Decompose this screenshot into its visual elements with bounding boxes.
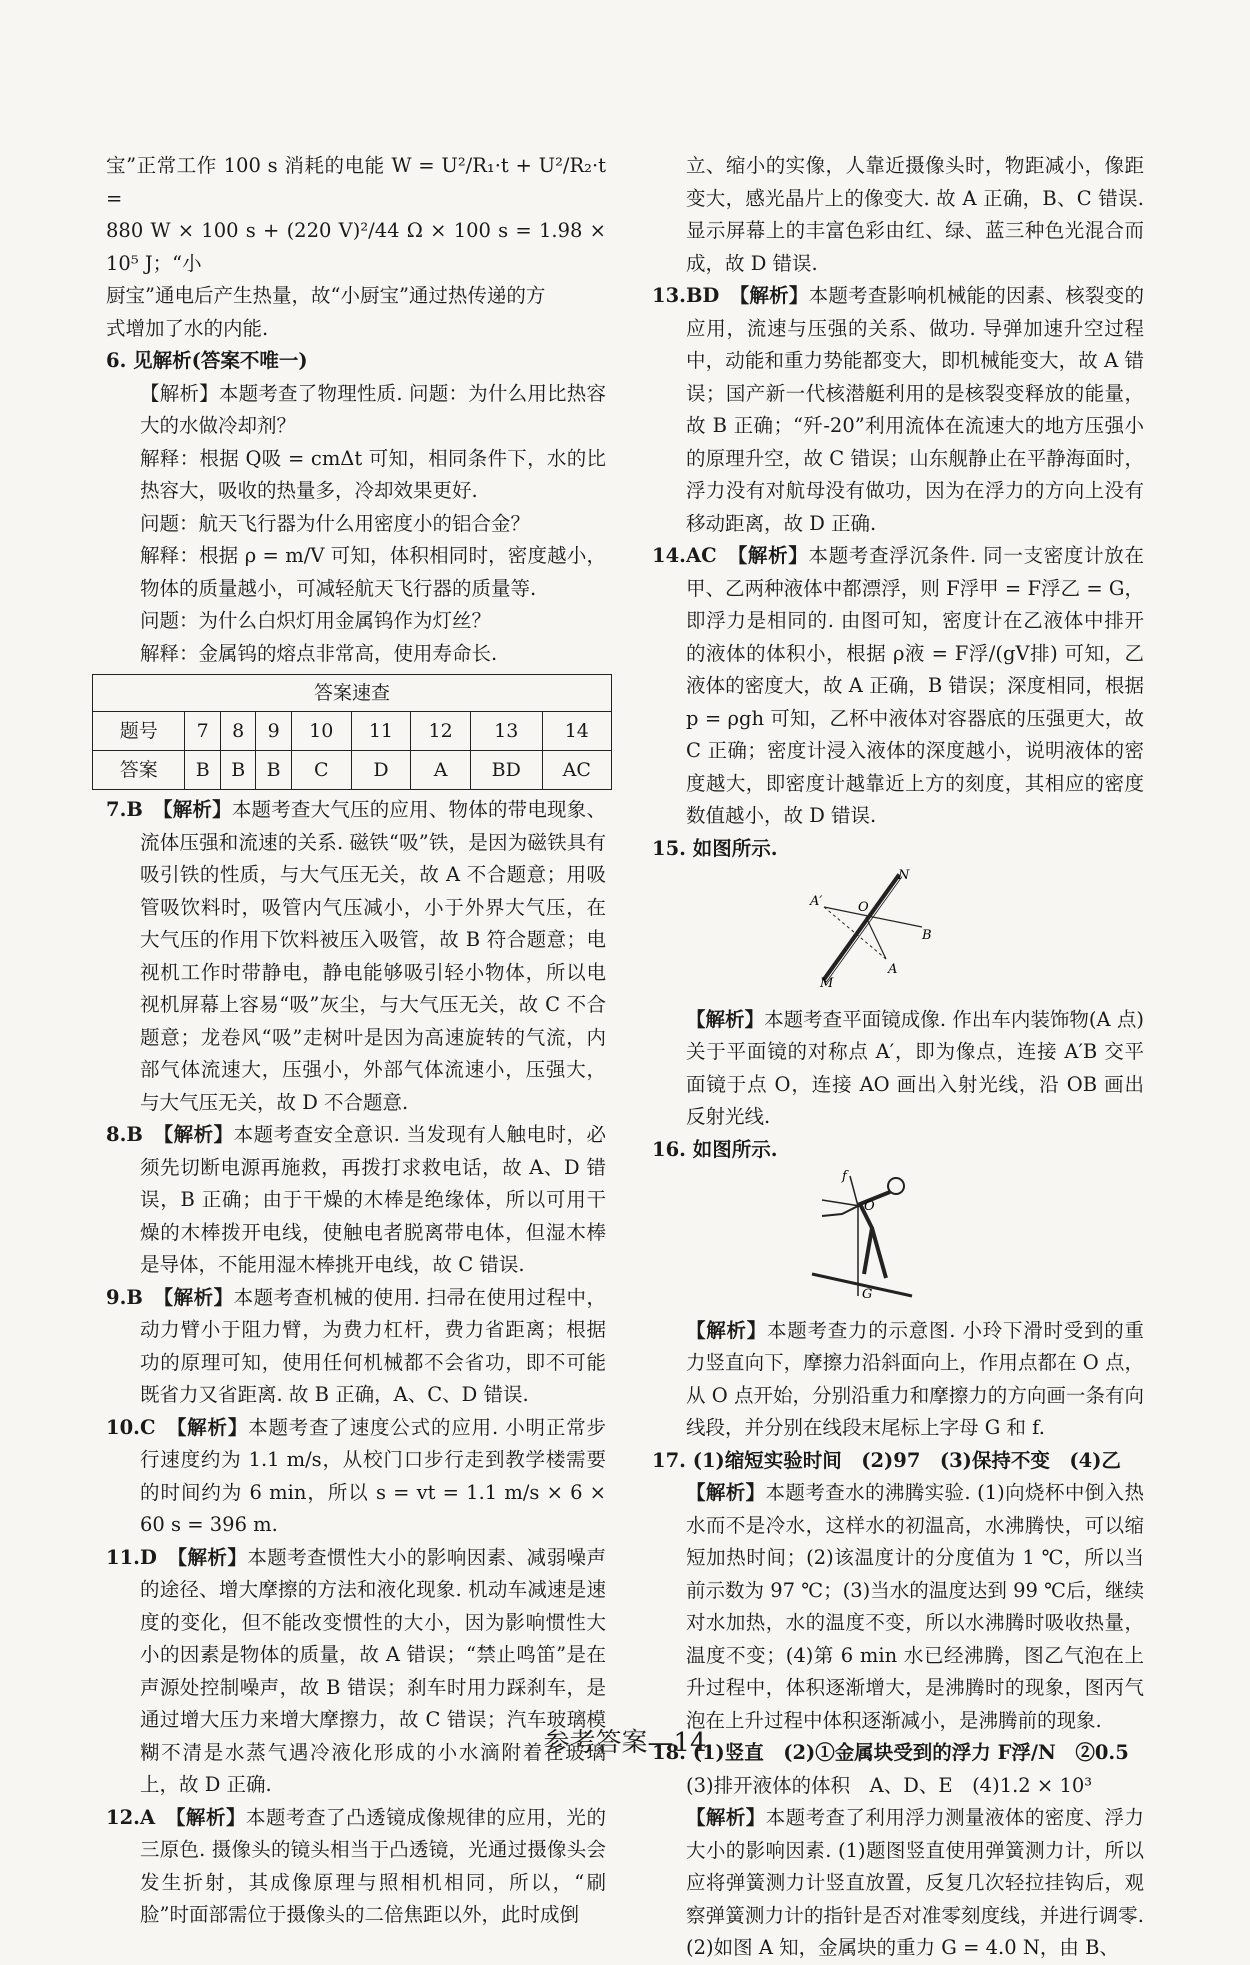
table-cell: 7 xyxy=(185,712,220,751)
answer-item-9: 9.B 【解析】本题考查机械的使用. 扫帚在使用过程中，动力臂小于阻力臂，为费力杠杆，费力省距离；根据功的原理可知，使用任何机械都不会省功，即不可能既省力又省距离. 故 B 正确，A、C、D 错误. xyxy=(106,1285,606,1406)
mirror-figure xyxy=(802,869,1144,1000)
text-line: 厨宝”通电后产生热量，故“小厨宝”通过热传递的方 xyxy=(106,284,546,307)
label-n: N xyxy=(898,869,910,883)
table-cell: 12 xyxy=(411,712,471,751)
answer-item-15-explanation: 【解析】本题考查平面镜成像. 作出车内装饰物(A 点)关于平面镜的对称点 A′，即为像点，连接 A′B 交平面镜于点 O，连接 AO 画出入射光线，沿 OB 画出反射光线. xyxy=(686,1007,1144,1128)
answer-item-7: 7.B 【解析】本题考查大气压的应用、物体的带电现象、流体压强和流速的关系. 磁铁“吸”铁，是因为磁铁具有吸引铁的性质，与大气压无关，故 A 不合题意；用吸管吸饮料时，吸管内气压减小，小于外界大气压，在大气压的作用下饮料被压入吸管，故 B 符合题意；电视机工作时带静电，静电能够吸引轻小物体，所以电视机屏幕上容易“吸”灰尘，与大气压无关，故 C 不合题意；龙卷风“吸”走树叶是因为高速旋转的气流，内部气体流速大，压强小，外部气体流速小，压强大，与大气压无关，故 D 不合题意. xyxy=(106,798,606,1114)
label-a-prime: A′ xyxy=(810,894,823,909)
table-row xyxy=(93,712,612,751)
table-cell: 14 xyxy=(542,712,611,751)
table-cell: A xyxy=(411,751,471,790)
table-cell: 10 xyxy=(291,712,351,751)
answer-item-16-head: 16. 如图所示. xyxy=(652,1137,778,1161)
table-cell: D xyxy=(351,751,411,790)
q6-line: 解释：金属钨的熔点非常高，使用寿命长. xyxy=(140,641,498,665)
answer-item-12: 12.A 【解析】本题考查了凸透镜成像规律的应用，光的三原色. 摄像头的镜头相当于凸透镜，光通过摄像头会发生折射，其成像原理与照相机相同，所以，“刷脸”时面部需位于摄像头的二倍焦距以外，此时成倒 xyxy=(106,1805,606,1926)
label-m: M xyxy=(820,976,834,989)
label-o: O xyxy=(858,900,869,915)
q6-line: 解释：根据 Q吸 = cmΔt 可知，相同条件下，水的比热容大，吸收的热量多，冷却效果更好. xyxy=(140,446,606,502)
table-title: 答案速查 xyxy=(93,675,612,712)
formula-line-1: 宝”正常工作 100 s 消耗的电能 W = U²/R₁·t + U²/R₂·t = xyxy=(106,154,606,210)
answer-item-8: 8.B 【解析】本题考查安全意识. 当发现有人触电时，必须先切断电源再施救，再拨打求救电话，故 A、D 错误，B 正确；由于干燥的木棒是绝缘体，所以可用干燥的木棒拨开电线，使触电者脱离带电体，但湿木棒是导体，不能用湿木棒挑开电线，故 C 错误. xyxy=(106,1123,606,1276)
left-column xyxy=(106,150,606,1932)
mirror-diagram xyxy=(802,869,942,989)
answer-item-18-explanation: 【解析】本题考查了利用浮力测量液体的密度、浮力大小的影响因素. (1)题图竖直使用弹簧测力计，所以应将弹簧测力计竖直放置，反复几次轻拉挂钩后，观察弹簧测力计的指针是否对准零刻度线，并进行调零. (2)如图 A 知，金属块的重力 G = 4.0 N，由 B、 xyxy=(686,1806,1144,1959)
skier-diagram xyxy=(802,1170,942,1300)
table-cell: B xyxy=(220,751,255,790)
q6-head: 6. 见解析(答案不唯一) xyxy=(106,349,308,372)
label-g: G xyxy=(862,1287,873,1300)
right-column xyxy=(652,150,1144,1965)
answer-item-13: 13.BD 【解析】本题考查影响机械能的因素、核裂变的应用，流速与压强的关系、做功. 导弹加速升空过程中，动能和重力势能都变大，即机械能变大，故 A 错误；国产新一代核潜艇利用的是核裂变释放的能量，故 B 正确；“歼-20”利用流体在流速大的地方压强小的原理升空，故 C 错误；山东舰静止在平静海面时，浮力没有对航母没有做功，因为在浮力的方向上没有移动距离，故 D 正确. xyxy=(652,284,1144,535)
incident-ray xyxy=(866,917,886,959)
formula-line-2: 880 W × 100 s + (220 V)²/44 Ω × 100 s = 1.98 × 10⁵ J；“小 xyxy=(106,219,606,275)
answer-item-14: 14.AC 【解析】本题考查浮沉条件. 同一支密度计放在甲、乙两种液体中都漂浮，则 F浮甲 = F浮乙 = G，即浮力是相同的. 由图可知，密度计在乙液体中排开的液体的体积小，根据 ρ液 = F浮/(gV排) 可知，乙液体的密度大，故 A 正确，B 错误；深度相同，根据 p = ρgh 可知，乙杯中液体对容器底的压强更大，故 C 正确；密度计浸入液体的深度越小，说明液体的密度越大，即密度计越靠近上方的刻度，其相应的密度数值越小，故 D 错误. xyxy=(652,544,1144,827)
answer-item-17-head: 17. (1)缩短实验时间 (2)97 (3)保持不变 (4)乙 xyxy=(652,1448,1121,1472)
q6-line: 问题：航天飞行器为什么用密度小的铝合金？ xyxy=(140,511,531,535)
answer-item-18-head: 18. (1)竖直 (2)①金属块受到的浮力 F浮/N ②0.5 xyxy=(652,1741,1129,1764)
q6-line: 解释：根据 ρ = m/V 可知，体积相同时，密度越小，物体的质量越小，可减轻航天飞行器的质量等. xyxy=(140,544,606,600)
friction-arrow xyxy=(850,1176,858,1206)
answer-item-12-continued: 立、缩小的实像，人靠近摄像头时，物距减小，像距变大，感光晶片上的像变大. 故 A 正确，B、C 错误. 显示屏幕上的丰富色彩由红、绿、蓝三种色光混合而成，故 D 错误. xyxy=(686,154,1144,275)
table-cell: 11 xyxy=(351,712,411,751)
answer-item-17-explanation: 【解析】本题考查水的沸腾实验. (1)向烧杯中倒入热水而不是冷水，这样水的初温高，水沸腾快，可以缩短加热时间；(2)该温度计的分度值为 1 ℃，所以当前示数为 97 ℃；(3)当水的温度达到 99 ℃后，继续对水加热，水的温度不变，所以水沸腾时吸收热量，温度不变；(4)第 6 min 水已经沸腾，图乙气泡在上升过程中，体积逐渐增大，是沸腾时的现象，图丙气泡在上升过程中体积逐渐减小，是沸腾前的现象. xyxy=(686,1481,1144,1732)
text-line: 式增加了水的内能. xyxy=(106,316,269,340)
answer-item-16-explanation: 【解析】本题考查力的示意图. 小玲下滑时受到的重力竖直向下，摩擦力沿斜面向上，作用点都在 O 点，从 O 点开始，分别沿重力和摩擦力的方向画一条有向线段，并分别在线段末尾标上字母 G 和 f. xyxy=(686,1318,1144,1439)
answer-item-15-head: 15. 如图所示. xyxy=(652,836,778,860)
skier-head xyxy=(888,1178,904,1194)
table-cell: AC xyxy=(542,751,611,790)
answer-item-11: 11.D 【解析】本题考查惯性大小的影响因素、减弱噪声的途径、增大摩擦的方法和液化现象. 机动车减速是速度的变化，但不能改变惯性的大小，因为影响惯性大小的因素是物体的质量，故 A 错误；“禁止鸣笛”是在声源处控制噪声，故 B 错误；刹车时用力踩刹车，是通过增大压力来增大摩擦力，故 C 错误；汽车玻璃模糊不清是水蒸气遇冷液化形成的小水滴附着在玻璃上，故 D 正确. xyxy=(106,1545,606,1796)
table-row-label: 答案 xyxy=(93,751,185,790)
answer-table xyxy=(92,674,612,790)
table-cell: B xyxy=(185,751,220,790)
q6-line: 问题：为什么白炽灯用金属钨作为灯丝？ xyxy=(140,609,492,632)
table-cell: C xyxy=(291,751,351,790)
table-row-label: 题号 xyxy=(93,712,185,751)
label-a: A xyxy=(888,962,898,977)
answer-item-18-head2: (3)排开液体的体积 A、D、E (4)1.2 × 10³ xyxy=(686,1773,1093,1797)
table-cell: 8 xyxy=(220,712,255,751)
label-o: O xyxy=(864,1199,875,1214)
q6-line: 【解析】本题考查了物理性质. 问题：为什么用比热容大的水做冷却剂？ xyxy=(140,381,606,437)
table-cell: 13 xyxy=(470,712,542,751)
table-cell: BD xyxy=(470,751,542,790)
table-cell: 9 xyxy=(256,712,291,751)
table-cell: B xyxy=(256,751,291,790)
table-row xyxy=(93,751,612,790)
answer-item-10: 10.C 【解析】本题考查了速度公式的应用. 小明正常步行速度约为 1.1 m/s，从校门口步行走到教学楼需要的时间约为 6 min，所以 s = vt = 1.1 m/s × 6 × 60 s = 396 m. xyxy=(106,1415,606,1536)
pole xyxy=(822,1200,860,1206)
label-f: f xyxy=(842,1170,847,1184)
page-footer: 参考答案—14 xyxy=(543,1728,707,1758)
skier-figure xyxy=(802,1170,1144,1311)
label-b: B xyxy=(922,928,932,943)
